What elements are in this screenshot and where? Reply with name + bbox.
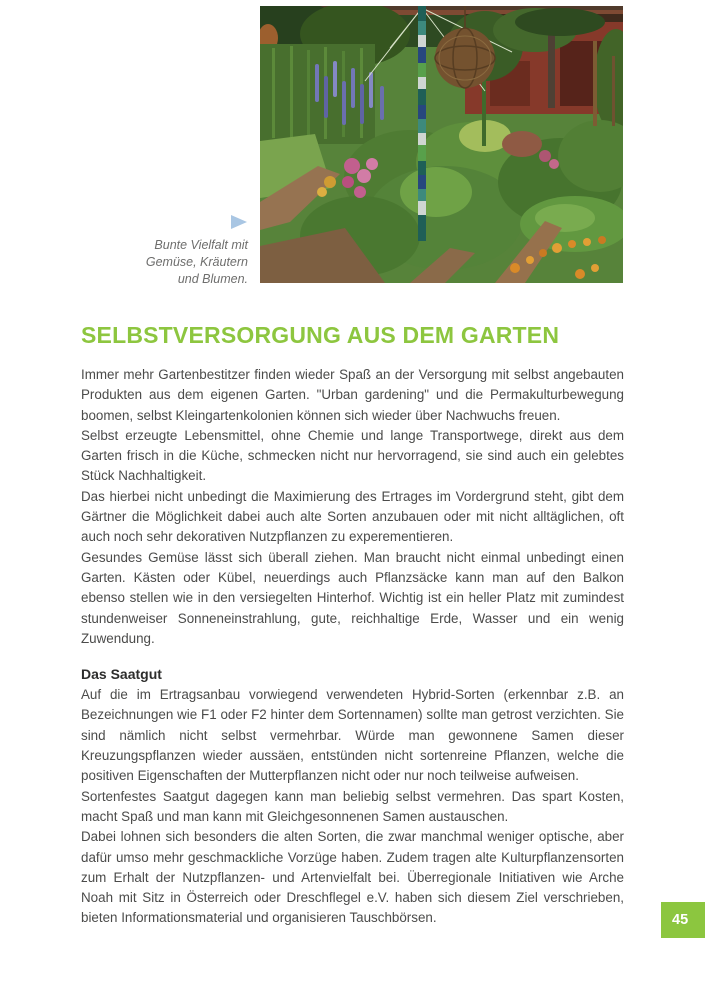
paragraph: Sortenfestes Saatgut dagegen kann man beliebig selbst vermehren. Das spart Kosten, macht Spaß und man kann mit Gleichgesonnenen Samen austauschen. [81,788,624,824]
photo-caption-line: Gemüse, Kräutern [145,255,248,269]
photo-caption-line: Bunte Vielfalt mit [154,238,248,252]
paragraph: Dabei lohnen sich besonders die alten Sorten, die zwar manchmal weniger optische, aber dafür umso mehr geschmackliche Vorzüge haben. Zudem tragen alte Kulturpflanzensorten zum Erhalt der Nutzpflanzen- und Artenvielfalt bei. Überregionale Initiativen wie Arche Noah mit Sitz in Österreich oder Dreschflegel e.V. haben sich diesem Ziel verschrieben, bieten Informationsmaterial und organisieren Tauschbörsen. [81,829,624,926]
garden-photo [260,6,623,283]
garden-photo-illustration [260,6,623,283]
caption-arrow-icon [231,215,247,229]
photo-caption [110,237,248,288]
section-subheading: Das Saatgut [81,666,162,683]
page-number: 45 [672,912,689,928]
paragraph: Das hierbei nicht unbedingt die Maximierung des Ertrages im Vordergrund steht, gibt dem Gärtner die Möglichkeit dabei auch alte Sorten anzubauen oder mit nicht alltäglichen, oft auch noch sehr dekorativen Nutzpflanzen zu experementieren. [81,488,624,545]
page-title: SELBSTVERSORGUNG AUS DEM GARTEN [81,322,560,348]
page-number-badge [661,902,705,938]
paragraph: Selbst erzeugte Lebensmittel, ohne Chemie und lange Transportwege, direkt aus dem Garten frisch in die Küche, schmecken nicht nur hervorragend, sie sind auch ein gelebtes Stück Nachhaltigkeit. [81,427,624,484]
paragraph: Gesundes Gemüse lässt sich überall ziehen. Man braucht nicht einmal unbedingt einen Garten. Kästen oder Kübel, neuerdings auch Pflanzsäcke kann man auf den Balkon ebenso stellen wie in den versiegelten Hinterhof. Wichtig ist ein heller Platz mit zumindest stundenweiser Sonneneinstrahlung, gute, reichhaltige Erde, Wasser und ein wenig Zuwendung. [81,549,624,646]
paragraph: Auf die im Ertragsanbau vorwiegend verwendeten Hybrid-Sorten (erkennbar z.B. an Bezeichnungen wie F1 oder F2 hinter dem Sortennamen) sollte man getrost verzichten. Sie sind nämlich nicht selbst vermehrbar. Würde man gewonnene Samen dieser Kreuzungspflanzen wieder aussäen, entstünden nicht sortenreine Pflanzen, welche die positiven Eigenschaften der Mutterpflanzen nicht oder nur noch teilweise aufweisen. [81,687,624,784]
paragraph: Immer mehr Gartenbestitzer finden wieder Spaß an der Versorgung mit selbst angebauten Produkten aus dem eigenen Garten. "Urban gardening" und die Permakulturbewegung boomen, selbst Kleingartenkolonien können sich wieder über Nachwuchs freuen. [81,367,624,423]
article [81,322,624,929]
photo-caption-line: und Blumen. [177,272,248,286]
